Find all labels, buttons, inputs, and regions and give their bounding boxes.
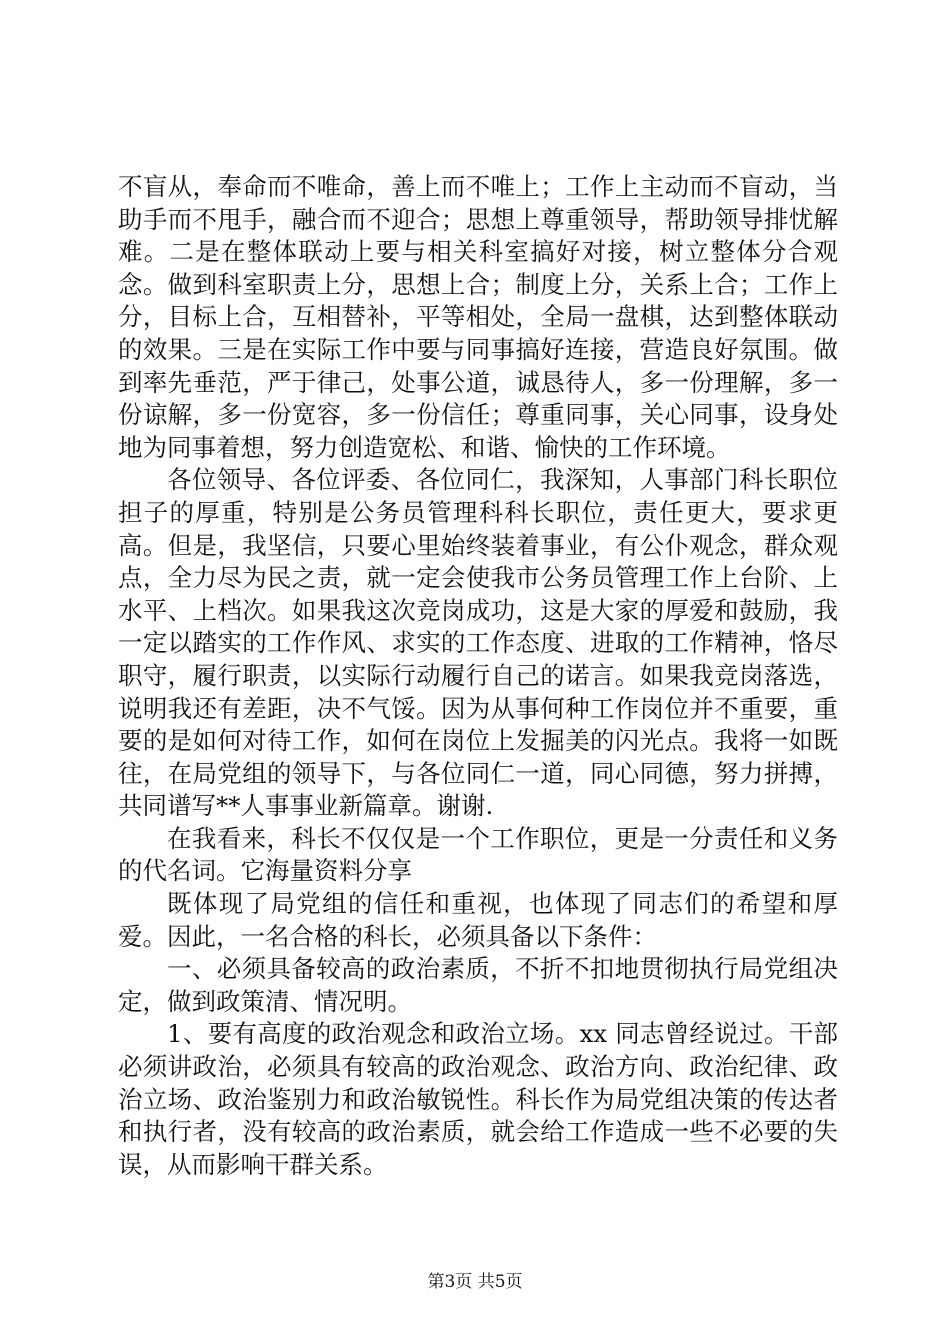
paragraph-closing-statement: 各位领导、各位评委、各位同仁，我深知，人事部门科长职位担子的厚重，特别是公务员管理科科长职位，责任更大，要求更高。但是，我坚信，只要心里始终装着事业，有公仆观念，群众观点，全力尽为民之责，就一定会使我市公务员管理工作上台阶、上水平、上档次。如果我这次竞岗成功，这是大家的厚爱和鼓励，我一定以踏实的工作作风、求实的工作态度、进取的工作精神，恪尽职守，履行职责，以实际行动履行自己的诺言。如果我竞岗落选，说明我还有差距，决不气馁。因为从事何种工作岗位并不重要，重要的是如何对待工作，如何在岗位上发掘美的闪光点。我将一如既往，在局党组的领导下，与各位同仁一道，同心同德，努力拼搏，共同谱写**人事事业新篇章。谢谢.: [118, 465, 838, 821]
page-number-footer: 第3页 共5页: [427, 1272, 523, 1292]
paragraph-political-stance: 1、要有高度的政治观念和政治立场。xx 同志曾经说过。干部必须讲政治，必须具有较高的政治观念、政治方向、政治纪律、政治立场、政治鉴别力和政治敏锐性。科长作为局党组决策的传达者和执行者，没有较高的政治素质，就会给工作造成一些不必要的失误，从而影响干群关系。: [118, 1019, 838, 1179]
paragraph-conditions-intro: 既体现了局党组的信任和重视，也体现了同志们的希望和厚爱。因此，一名合格的科长，必须具备以下条件：: [118, 889, 838, 951]
paragraph-political-quality: 一、必须具备较高的政治素质，不折不扣地贯彻执行局党组决定，做到政策清、情况明。: [118, 954, 838, 1016]
paragraph-section-chief-meaning: 在我看来，科长不仅仅是一个工作职位，更是一分责任和义务的代名词。它海量资料分享: [118, 823, 838, 886]
paragraph-continuation: 不盲从，奉命而不唯命，善上而不唯上；工作上主动而不盲动，当助手而不甩手，融合而不迎合；思想上尊重领导，帮助领导排忧解难。二是在整体联动上要与相关科室搞好对接，树立整体分合观念。做到科室职责上分，思想上合；制度上分，关系上合；工作上分，目标上合，互相替补，平等相处，全局一盘棋，达到整体联动的效果。三是在实际工作中要与同事搞好连接，营造良好氛围。做到率先垂范，严于律己，处事公道，诚恳待人，多一份理解，多一份谅解，多一份宽容，多一份信任；尊重同事，关心同事，设身处地为同事着想，努力创造宽松、和谐、愉快的工作环境。: [118, 172, 838, 462]
document-body: [118, 171, 838, 1181]
